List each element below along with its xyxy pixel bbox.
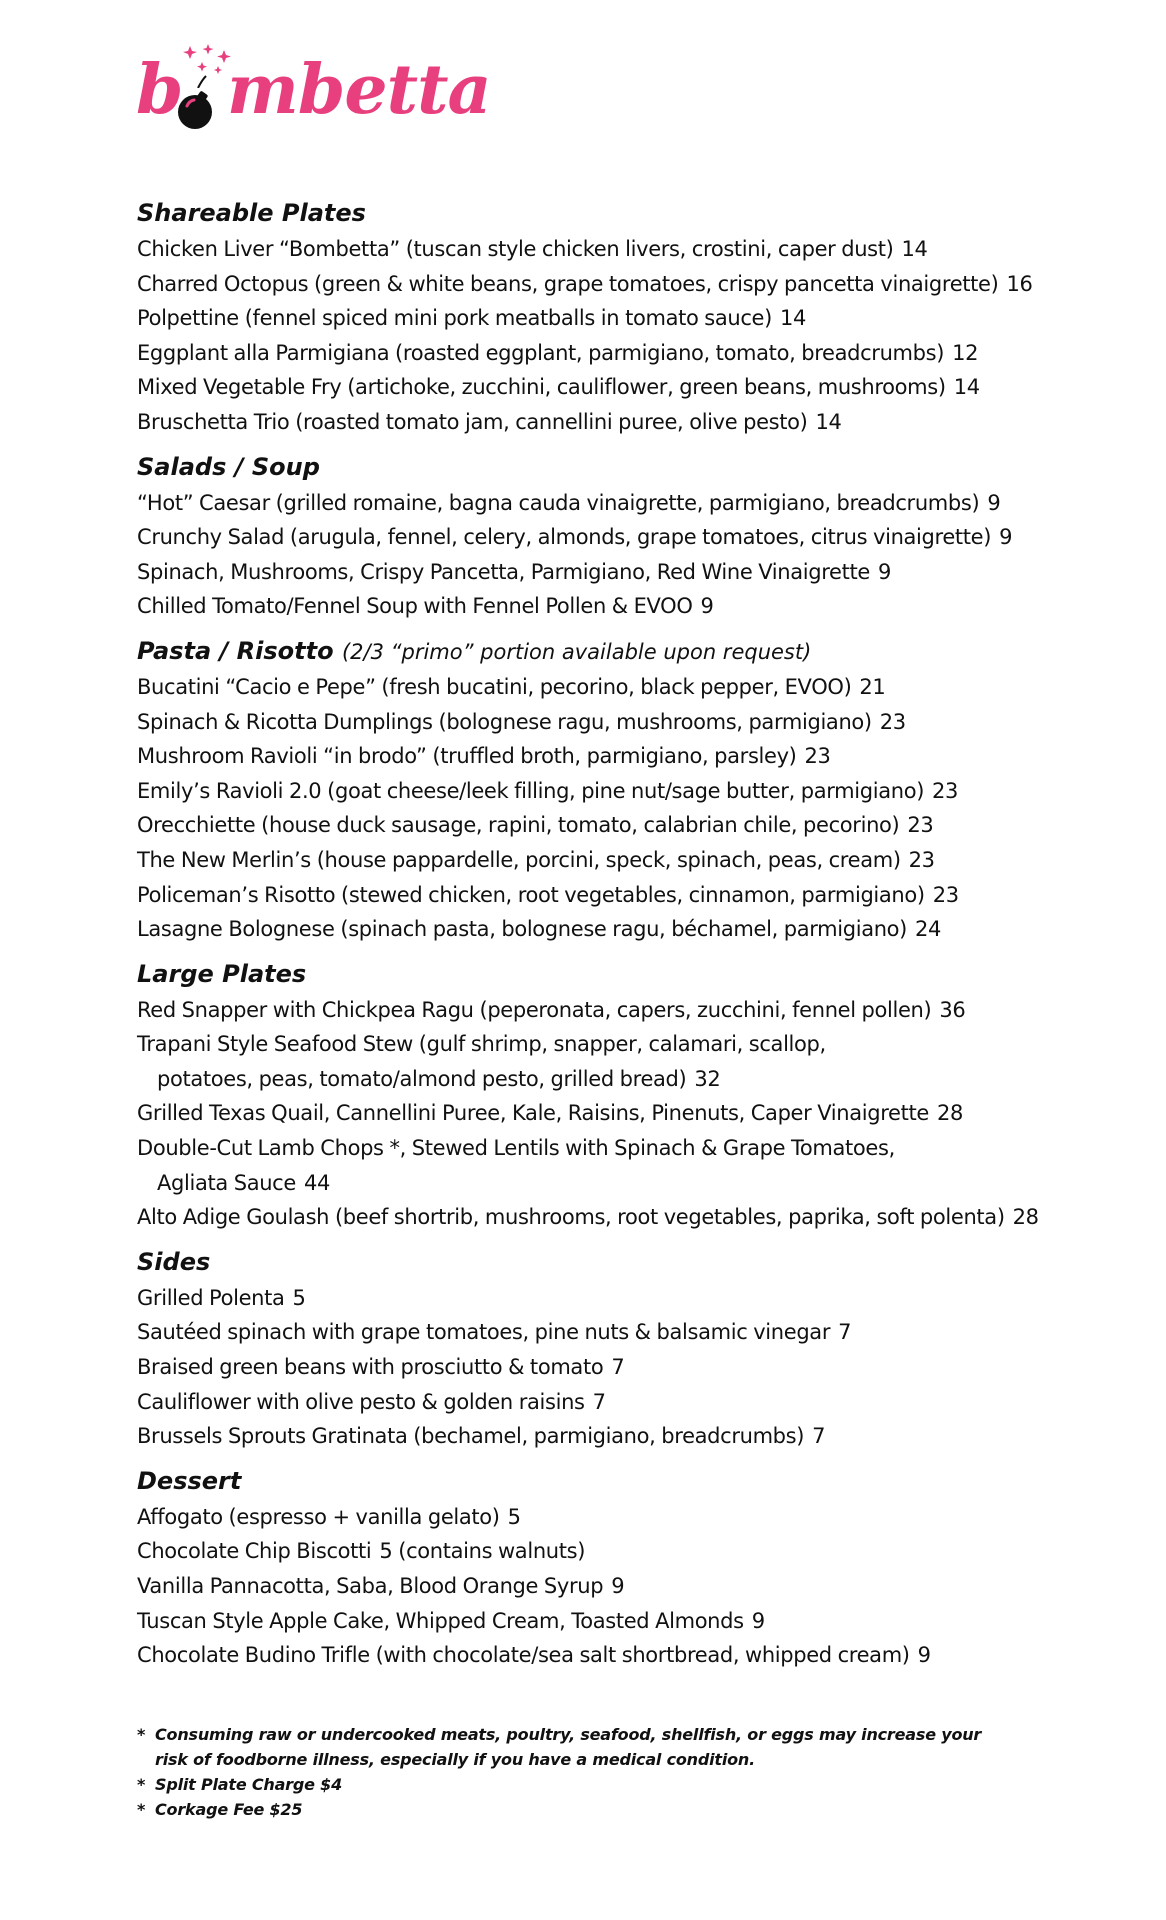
menu-item-text: Affogato (espresso + vanilla gelato): [137, 1504, 500, 1529]
menu-item: [137, 336, 1137, 371]
menu-item-price: 12: [952, 340, 979, 365]
menu-item: [137, 1166, 1137, 1201]
menu-item-price: 24: [915, 917, 942, 942]
menu-item-price: 28: [1012, 1205, 1039, 1230]
menu-item-price: 23: [932, 778, 959, 803]
footnote: [137, 1722, 1037, 1747]
brand-wordmark: b mbetta: [136, 50, 491, 130]
menu-item-text: Bruschetta Trio (roasted tomato jam, cannellini puree, olive pesto): [137, 409, 808, 434]
menu-item-text: Policeman’s Risotto (stewed chicken, root vegetables, cinnamon, parmigiano): [137, 882, 925, 907]
footnote-asterisk: *: [137, 1725, 146, 1744]
menu-item-text: Grilled Polenta: [137, 1285, 285, 1310]
menu-notes: [137, 1722, 1037, 1822]
menu-item-text: Spinach & Ricotta Dumplings (bolognese ragu, mushrooms, parmigiano): [137, 709, 872, 734]
section-title: [137, 1245, 1137, 1281]
section-title-text: Large Plates: [137, 959, 307, 988]
menu-section: [137, 634, 1137, 947]
menu-section: [137, 1464, 1137, 1673]
menu-item: [137, 1027, 1137, 1062]
menu-item: [137, 808, 1137, 843]
menu-item-text: Chocolate Budino Trifle (with chocolate/sea salt shortbread, whipped cream): [137, 1643, 910, 1668]
menu-item-price: 9: [611, 1574, 625, 1598]
menu-item-price: 9: [999, 525, 1013, 550]
menu-item: [137, 993, 1137, 1028]
menu-item-text: Eggplant alla Parmigiana (roasted eggplant, parmigiano, tomato, breadcrumbs): [137, 340, 945, 365]
menu-item-price: 23: [907, 813, 934, 838]
menu-item-price: 36: [939, 997, 966, 1022]
section-title: [137, 1464, 1137, 1500]
section-title: [137, 450, 1137, 486]
menu-item: [137, 878, 1137, 913]
menu-item: [137, 1096, 1137, 1131]
menu-item: [137, 1281, 1137, 1316]
menu-item-text: Orecchiette (house duck sausage, rapini, tomato, calabrian chile, pecorino): [137, 813, 900, 838]
section-title-text: Salads / Soup: [137, 452, 320, 481]
menu-item: [137, 589, 1137, 624]
menu-item-text: Agliata Sauce: [157, 1170, 296, 1195]
menu-item-price: 23: [932, 882, 959, 907]
menu-item-price: 32: [694, 1066, 721, 1091]
menu-item: [137, 1534, 1137, 1569]
section-title: [137, 957, 1137, 993]
menu-item: [137, 405, 1137, 440]
menu-item: [137, 486, 1137, 521]
menu-item-price: 7: [611, 1355, 625, 1380]
footnote-asterisk: *: [137, 1775, 146, 1794]
menu-item: [137, 1500, 1137, 1535]
menu-item-price: 5: [292, 1285, 306, 1310]
section-note: (2/3 “primo” portion available upon request): [341, 639, 812, 664]
menu-item-price: 14: [953, 375, 980, 400]
bombetta-logo: [136, 44, 491, 130]
menu-item: [137, 1062, 1137, 1097]
menu-item: [137, 739, 1137, 774]
menu-item-price: 44: [303, 1170, 330, 1195]
menu-item-text: Grilled Texas Quail, Cannellini Puree, Kale, Raisins, Pinenuts, Caper Vinaigrette: [137, 1101, 929, 1126]
menu-item-price: 9: [987, 490, 1001, 515]
menu-item-price: 16: [1006, 271, 1033, 296]
menu-item: [137, 1638, 1137, 1673]
menu-item: [137, 267, 1137, 302]
menu-section: [137, 957, 1137, 1235]
menu-item: [137, 370, 1137, 405]
menu-item: [137, 1419, 1137, 1454]
footnote-text: Corkage Fee $25: [155, 1800, 303, 1819]
menu-item: [137, 520, 1137, 555]
menu-item-price: 21: [859, 674, 886, 699]
menu-item: [137, 774, 1137, 809]
menu-item: [137, 1385, 1137, 1420]
menu-item: [137, 1315, 1137, 1350]
menu-section: [137, 450, 1137, 624]
menu-item-price: 5 (contains walnuts): [379, 1539, 586, 1564]
menu-item-text: Braised green beans with prosciutto & tomato: [137, 1355, 604, 1380]
footnote: [137, 1747, 1037, 1772]
menu-item: [137, 912, 1137, 947]
footnote-text: Split Plate Charge $4: [155, 1775, 343, 1794]
menu-item-price: 14: [815, 409, 842, 434]
footnote: [137, 1797, 1037, 1822]
menu-item-price: 7: [838, 1320, 852, 1345]
menu-item-text: Double-Cut Lamb Chops *, Stewed Lentils with Spinach & Grape Tomatoes,: [137, 1136, 895, 1161]
footnote-text: Consuming raw or undercooked meats, poultry, seafood, shellfish, or eggs may increase your: [155, 1725, 982, 1744]
section-title-text: Dessert: [137, 1466, 242, 1495]
section-title: [137, 634, 1137, 670]
footnote-asterisk: *: [137, 1800, 146, 1819]
menu-item: [137, 670, 1137, 705]
menu-item-text: Emily’s Ravioli 2.0 (goat cheese/leek filling, pine nut/sage butter, parmigiano): [137, 778, 925, 803]
section-title: [137, 196, 1137, 232]
menu-item-text: Trapani Style Seafood Stew (gulf shrimp, snapper, calamari, scallop,: [137, 1032, 826, 1057]
menu-item: [137, 1200, 1137, 1235]
menu-item-price: 23: [908, 847, 935, 872]
menu-sections: [137, 196, 1137, 1683]
menu-item-price: 23: [804, 744, 831, 769]
menu-item-text: Chocolate Chip Biscotti: [137, 1539, 372, 1564]
menu-item-text: Vanilla Pannacotta, Saba, Blood Orange Syrup: [137, 1574, 604, 1598]
menu-item-text: Mushroom Ravioli “in brodo” (truffled broth, parmigiano, parsley): [137, 744, 797, 769]
menu-item: [137, 1131, 1137, 1166]
menu-item: [137, 705, 1137, 740]
menu-item-price: 14: [779, 306, 807, 331]
menu-item-text: The New Merlin’s (house pappardelle, porcini, speck, spinach, peas, cream): [137, 847, 901, 872]
menu-item-price: 28: [936, 1101, 963, 1126]
footnote-text: risk of foodborne illness, especially if you have a medical condition.: [155, 1750, 755, 1769]
menu-section: [137, 1245, 1137, 1454]
menu-item-text: “Hot” Caesar (grilled romaine, bagna cauda vinaigrette, parmigiano, breadcrumbs): [137, 490, 980, 515]
menu-item: [137, 232, 1137, 267]
footnote: [137, 1772, 1037, 1797]
menu-item-text: Tuscan Style Apple Cake, Whipped Cream, Toasted Almonds: [137, 1608, 744, 1633]
menu-item-text: Cauliflower with olive pesto & golden raisins: [137, 1389, 585, 1414]
menu-item-text: potatoes, peas, tomato/almond pesto, grilled bread): [157, 1066, 687, 1091]
menu-item-text: Bucatini “Cacio e Pepe” (fresh bucatini, pecorino, black pepper, EVOO): [137, 674, 852, 699]
menu-item-text: Chicken Liver “Bombetta” (tuscan style chicken livers, crostini, caper dust): [137, 237, 894, 261]
menu-item-price: 23: [879, 709, 906, 734]
menu-item-price: 14: [901, 237, 928, 261]
menu-item: [137, 301, 1137, 336]
menu-item-text: Chilled Tomato/Fennel Soup with Fennel Pollen & EVOO: [137, 594, 693, 619]
menu-item-price: 5: [507, 1504, 521, 1529]
menu-item: [137, 555, 1137, 590]
menu-item-text: Sautéed spinach with grape tomatoes, pine nuts & balsamic vinegar: [137, 1320, 831, 1345]
section-title-text: Sides: [137, 1247, 211, 1276]
section-title-text: Pasta / Risotto: [137, 636, 334, 665]
menu-item-price: 9: [877, 559, 891, 584]
menu-item-text: Alto Adige Goulash (beef shortrib, mushrooms, root vegetables, paprika, soft polenta): [137, 1205, 1005, 1230]
menu-item-text: Polpettine (fennel spiced mini pork meatballs in tomato sauce): [137, 306, 772, 331]
menu-item-price: 7: [592, 1389, 606, 1414]
menu-item: [137, 1569, 1137, 1604]
menu-item-price: 9: [917, 1643, 931, 1668]
menu-item: [137, 843, 1137, 878]
menu-section: [137, 196, 1137, 440]
menu-item-text: Brussels Sprouts Gratinata (bechamel, parmigiano, breadcrumbs): [137, 1424, 805, 1449]
menu-item-price: 9: [700, 594, 714, 619]
menu-item-text: Lasagne Bolognese (spinach pasta, bolognese ragu, béchamel, parmigiano): [137, 917, 908, 942]
menu-item-text: Mixed Vegetable Fry (artichoke, zucchini, cauliflower, green beans, mushrooms): [137, 375, 946, 400]
menu-item-price: 7: [812, 1424, 826, 1449]
menu-item: [137, 1604, 1137, 1639]
section-title-text: Shareable Plates: [137, 199, 366, 227]
menu-item-text: Red Snapper with Chickpea Ragu (peperonata, capers, zucchini, fennel pollen): [137, 997, 932, 1022]
menu-item-price: 9: [751, 1608, 765, 1633]
menu-item: [137, 1350, 1137, 1385]
menu-item-text: Crunchy Salad (arugula, fennel, celery, almonds, grape tomatoes, citrus vinaigrette): [137, 525, 992, 550]
menu-item-text: Charred Octopus (green & white beans, grape tomatoes, crispy pancetta vinaigrette): [137, 271, 999, 296]
menu-item-text: Spinach, Mushrooms, Crispy Pancetta, Parmigiano, Red Wine Vinaigrette: [137, 559, 870, 584]
